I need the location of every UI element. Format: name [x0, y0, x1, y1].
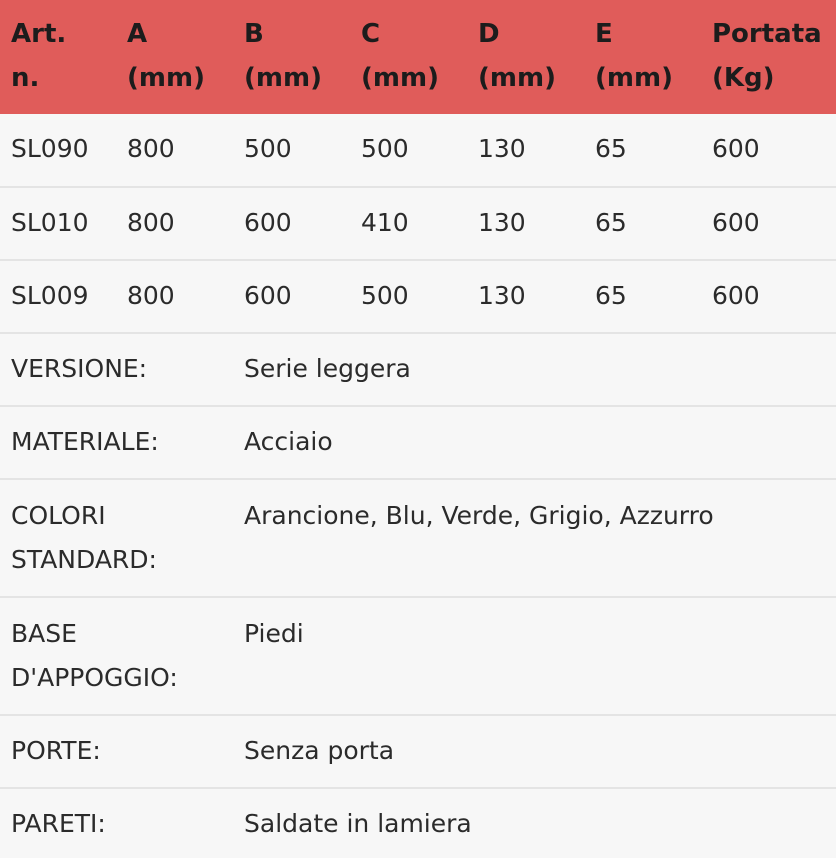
cell-d: 130 [478, 134, 526, 163]
cell-portata: 600 [712, 134, 760, 163]
table-body [0, 114, 836, 858]
cell-a: 800 [116, 187, 233, 260]
header-label: D (mm) [478, 19, 556, 93]
spec-value: Acciaio [233, 406, 836, 479]
cell-c: 410 [350, 187, 467, 260]
spec-label: MATERIALE: [0, 406, 233, 479]
cell-b: 600 [233, 260, 350, 333]
spec-label: VERSIONE: [0, 333, 233, 406]
header-d-mm [467, 0, 584, 114]
spec-value: Piedi [233, 597, 836, 715]
header-label: B (mm) [244, 19, 322, 93]
header-row [0, 0, 836, 114]
header-c-mm [350, 0, 467, 114]
header-label: A (mm) [127, 19, 205, 93]
cell-a: 800 [116, 260, 233, 333]
cell-e: 65 [595, 134, 627, 163]
cell-d: 130 [467, 260, 584, 333]
spec-value: Arancione, Blu, Verde, Grigio, Azzurro [233, 479, 836, 597]
cell-c: 500 [361, 134, 409, 163]
spec-label: PARETI: [0, 788, 233, 858]
cell-d: 130 [467, 187, 584, 260]
header-label: C (mm) [361, 19, 439, 93]
spec-label: BASE D'APPOGGIO: [0, 597, 233, 715]
table-row [0, 187, 836, 260]
cell-article: SL010 [0, 187, 116, 260]
table-row [0, 260, 836, 333]
header-portata-kg [701, 0, 836, 114]
cell-b: 600 [233, 187, 350, 260]
header-e-mm [584, 0, 701, 114]
spec-value: Senza porta [233, 715, 836, 788]
spec-row-porte [0, 715, 836, 788]
table-header [0, 0, 836, 114]
header-label: Portata (Kg) [712, 19, 822, 93]
header-art-n [0, 0, 116, 114]
spec-row-pareti [0, 788, 836, 858]
spec-label: COLORI STANDARD: [0, 479, 233, 597]
cell-e: 65 [584, 260, 701, 333]
spec-row-base-appoggio [0, 597, 836, 715]
cell-b: 500 [244, 134, 292, 163]
spec-row-versione [0, 333, 836, 406]
table-row [0, 114, 836, 187]
spec-row-colori-standard [0, 479, 836, 597]
header-b-mm [233, 0, 350, 114]
cell-c: 500 [350, 260, 467, 333]
header-label: E (mm) [595, 19, 673, 93]
header-label: Art. n. [11, 19, 67, 93]
cell-e: 65 [584, 187, 701, 260]
header-a-mm [116, 0, 233, 114]
cell-a: 800 [127, 134, 175, 163]
spec-value: Saldate in lamiera [233, 788, 836, 858]
cell-article: SL009 [0, 260, 116, 333]
spec-row-materiale [0, 406, 836, 479]
cell-portata: 600 [701, 260, 836, 333]
cell-portata: 600 [701, 187, 836, 260]
spec-label: PORTE: [0, 715, 233, 788]
spec-value: Serie leggera [233, 333, 836, 406]
cell-article: SL090 [11, 134, 89, 163]
